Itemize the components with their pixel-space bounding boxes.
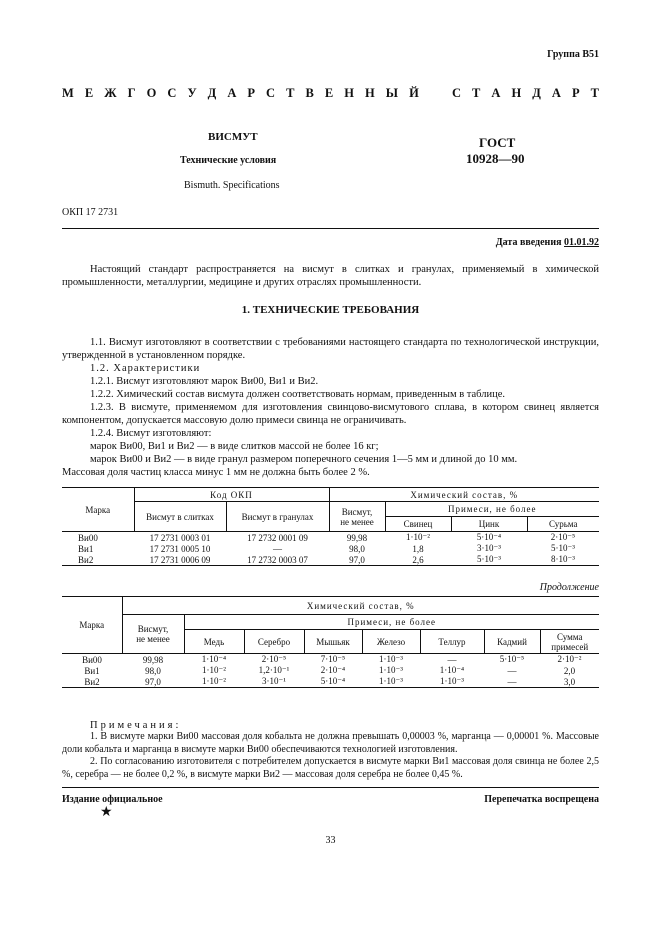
cell-slitki: 17 2731 0005 10 <box>149 543 211 554</box>
cell-summa: 2,0 <box>563 665 576 676</box>
cell-kadmiy: — <box>507 665 517 676</box>
intro-paragraph: Настоящий стандарт распространяется на висмут в слитках и гранулах, применяемый в химической промышленности, металлургии, медицине и других отраслях промышленности. <box>62 264 599 288</box>
cell-zhelezo: 1·10⁻³ <box>362 676 420 688</box>
cell-med: 1·10⁻⁴ <box>201 654 227 664</box>
table-row <box>62 676 599 688</box>
cell-vismut: 98,0 <box>349 543 365 554</box>
cell-zhelezo: 1·10⁻³ <box>379 665 403 675</box>
header-vismut <box>329 502 385 532</box>
table-row <box>62 665 599 676</box>
cell-myshyak: 5·10⁻⁴ <box>304 676 362 688</box>
cell-marka: Ви1 <box>78 543 94 554</box>
header-vismut-l2: не менее <box>136 634 170 644</box>
cell-tellur: — <box>447 654 457 665</box>
header-summa <box>540 630 599 654</box>
header-vismut-l2: не менее <box>340 516 374 527</box>
cell-vismut: 97,0 <box>329 554 385 566</box>
cell-summa: 2·10⁻² <box>557 654 582 664</box>
header-chem: Химический состав, % <box>122 597 599 615</box>
header-tellur: Теллур <box>420 630 484 654</box>
header-zhelezo: Железо <box>362 630 420 654</box>
header-summa-l2: примесей <box>551 641 589 652</box>
cell-marka: Ви1 <box>84 665 100 676</box>
reprint-prohibited: Перепечатка воспрещена <box>484 794 599 805</box>
continuation-label: Продолжение <box>539 582 599 593</box>
header-kadmiy: Кадмий <box>484 630 540 654</box>
cell-summa: 3,0 <box>540 676 599 688</box>
paragraph-1-2-4: 1.2.4. Висмут изготовляют: <box>90 428 212 439</box>
cell-svinec: 1·10⁻² <box>406 532 430 542</box>
header-vismut-l1: Висмут, <box>137 624 169 634</box>
cell-slitki: 17 2731 0003 01 <box>149 532 211 543</box>
cell-svinec: 2,6 <box>385 554 451 566</box>
cell-granuly: 17 2732 0001 09 <box>247 532 308 543</box>
cell-serebro: 3·10⁻¹ <box>244 676 304 688</box>
cell-vismut: 98,0 <box>145 665 161 676</box>
document-subtitle: Технические условия <box>180 155 277 166</box>
header-vismut-l1: Висмут, <box>341 506 373 517</box>
paragraph-1-2-text: 1.2. Характеристики <box>90 363 201 374</box>
cell-marka: Ви2 <box>62 676 122 688</box>
paragraph-1-2-4-a: марок Ви00, Ви1 и Ви2 — в виде слитков массой не более 16 кг; <box>90 441 379 452</box>
header-chem: Химический состав, % <box>329 488 599 502</box>
cell-granuly: 17 2732 0003 07 <box>226 554 329 566</box>
notes-title: Примечания: <box>90 720 182 731</box>
gost-label: ГОСТ <box>479 135 516 150</box>
note-1: 1. В висмуте марки Ви00 массовая доля кобальта не должна превышать 0,00003 %, марганца — 0,00001 %. Массовые доли кобальта и марганца в висмуте марки Ви00 обеспечиваются технологией изготовления. <box>62 731 599 755</box>
intro-date-label: Дата введения <box>495 237 562 248</box>
gost-number: 10928—90 <box>466 151 525 166</box>
header-myshyak: Мышьяк <box>304 630 362 654</box>
cell-kadmiy: — <box>484 676 540 688</box>
star-icon: ★ <box>100 805 113 820</box>
divider <box>62 228 599 229</box>
paragraph-1-2-1: 1.2.1. Висмут изготовляют марок Ви00, Ви1 и Ви2. <box>90 376 319 387</box>
cell-marka: Ви00 <box>78 532 98 543</box>
note-2: 2. По согласованию изготовителя с потребителем допускается в висмуте марки Ви1 массовая доля свинца не более 2,5 %, серебра — не более 0,2 %, в висмуте марки Ви2 — массовая доля серебра не более 0,45 %. <box>62 756 599 780</box>
cell-slitki: 17 2731 0006 09 <box>134 554 226 566</box>
footer-divider <box>62 787 599 788</box>
cell-surma: 5·10⁻³ <box>551 543 575 553</box>
header-summa-l1: Сумма <box>557 631 583 642</box>
cell-tellur: 1·10⁻³ <box>420 676 484 688</box>
cell-med: 1·10⁻² <box>202 665 226 675</box>
okp-code: ОКП 17 2731 <box>62 207 119 218</box>
document-title: ВИСМУТ <box>208 131 258 143</box>
cell-myshyak: 7·10⁻⁵ <box>320 654 346 664</box>
table-row <box>62 532 599 544</box>
paragraph-1-2-2: 1.2.2. Химический состав висмута должен соответствовать нормам, приведенным в таблице. <box>90 389 506 400</box>
intro-date <box>496 237 599 248</box>
cell-marka: Ви2 <box>62 554 134 566</box>
cell-tellur: 1·10⁻⁴ <box>439 665 465 675</box>
composition-table-1 <box>62 487 599 566</box>
cell-cink: 3·10⁻³ <box>477 543 501 553</box>
cell-serebro: 1,2·10⁻¹ <box>258 665 290 675</box>
cell-vismut: 99,98 <box>142 654 164 665</box>
cell-cink: 5·10⁻⁴ <box>476 532 502 542</box>
english-title: Bismuth. Specifications <box>184 180 280 191</box>
cell-kadmiy: 5·10⁻⁵ <box>499 654 525 664</box>
cell-serebro: 2·10⁻⁵ <box>261 654 287 664</box>
cell-svinec: 1,8 <box>412 543 424 554</box>
header-slitki: Висмут в слитках <box>134 502 226 532</box>
standard-header <box>62 86 599 101</box>
intro-date-value: 01.01.92 <box>564 237 599 248</box>
header-primesi: Примеси, не более <box>385 502 599 517</box>
cell-cink: 5·10⁻³ <box>451 554 527 566</box>
table-row <box>62 654 599 666</box>
official-edition: Издание официальное <box>62 794 163 805</box>
header-cink: Цинк <box>451 517 527 532</box>
cell-myshyak: 2·10⁻⁴ <box>320 665 346 675</box>
cell-surma: 8·10⁻³ <box>527 554 599 566</box>
table-row <box>62 543 599 554</box>
cell-marka: Ви00 <box>82 654 102 665</box>
header-serebro: Серебро <box>244 630 304 654</box>
paragraph-1-2-4-c: Массовая доля частиц класса минус 1 мм не должна быть более 2 %. <box>62 467 370 478</box>
paragraph-1-2-4-b: марок Ви00 и Ви2 — в виде гранул размером поперечного сечения 1—5 мм и длиной до 10 мм. <box>90 454 518 465</box>
paragraph-1-2-3: 1.2.3. В висмуте, применяемом для изготовления свинцово-висмутового сплава, в котором свинец является компонентом, допускается массовую долю примеси свинца не ограничивать. <box>62 402 599 426</box>
cell-granuly: — <box>273 543 282 554</box>
group-code: Группа В51 <box>547 49 599 60</box>
paragraph-1-2 <box>62 362 599 375</box>
cell-vismut: 97,0 <box>122 676 184 688</box>
page-number: 33 <box>325 835 336 846</box>
cell-vismut: 99,98 <box>346 532 368 543</box>
header-marka: Марка <box>62 488 134 532</box>
header-vismut <box>122 615 184 654</box>
paragraph-1-1: 1.1. Висмут изготовляют в соответствии с требованиями настоящего стандарта по технологической инструкции, утвержденной в установленном порядке. <box>62 337 599 361</box>
header-granuly: Висмут в гранулах <box>226 502 329 532</box>
table-row <box>62 554 599 566</box>
header-primesi: Примеси, не более <box>184 615 599 630</box>
standard-header-text: М Е Ж Г О С У Д А Р С Т В Е Н Н Ы Й С Т А Н Д А Р Т <box>62 86 599 100</box>
cell-surma: 2·10⁻⁵ <box>550 532 576 542</box>
composition-table-2 <box>62 596 599 688</box>
header-marka: Марка <box>62 597 122 654</box>
header-med: Медь <box>184 630 244 654</box>
cell-zhelezo: 1·10⁻³ <box>379 654 403 664</box>
cell-med: 1·10⁻² <box>184 676 244 688</box>
section-title: 1. ТЕХНИЧЕСКИЕ ТРЕБОВАНИЯ <box>241 304 420 316</box>
header-svinec: Свинец <box>385 517 451 532</box>
header-kod-okp: Код ОКП <box>134 488 329 502</box>
header-surma: Сурьма <box>527 517 599 532</box>
